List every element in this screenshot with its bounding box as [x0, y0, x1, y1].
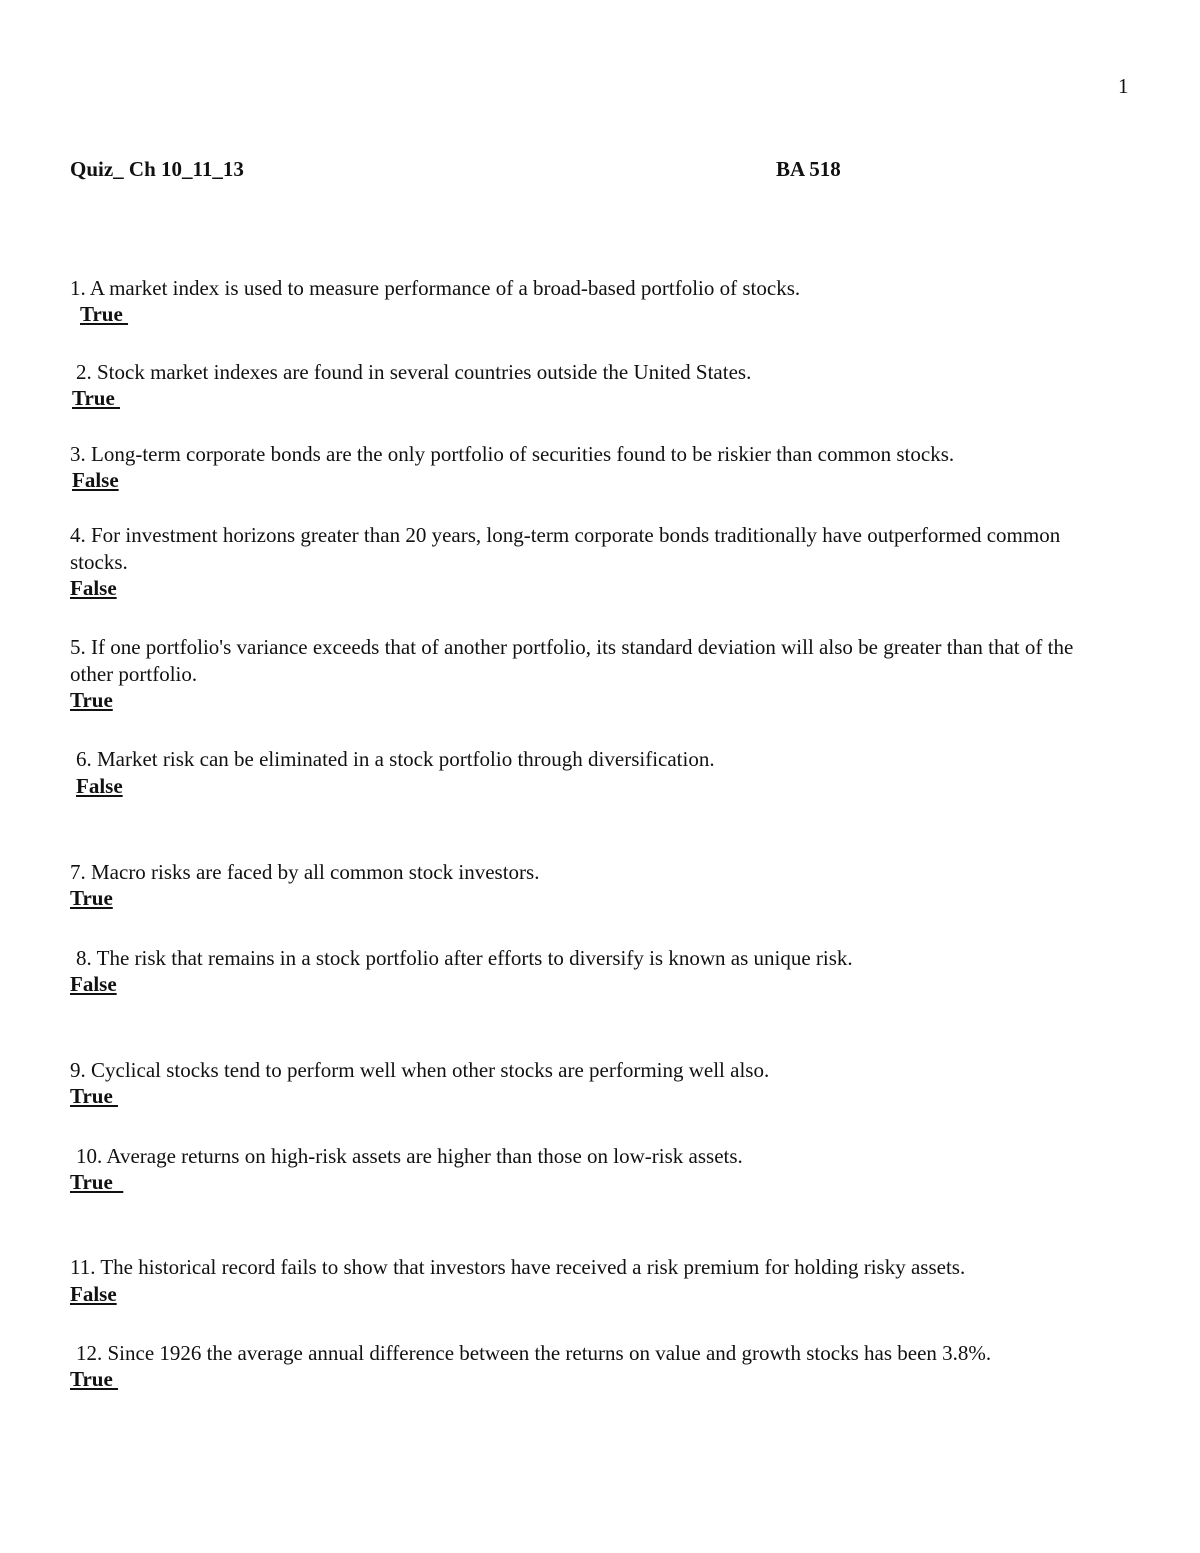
question-4: 4. For investment horizons greater than 20 years, long-term corporate bonds traditionally have outperformed common stocks. — [70, 523, 1061, 574]
answer-3: False — [72, 468, 119, 492]
question-11: 11. The historical record fails to show that investors have received a risk premium for holding risky assets. — [70, 1255, 966, 1279]
answer-1: True — [80, 302, 129, 326]
quiz-title: Quiz_ Ch 10_11_13 — [70, 157, 244, 181]
answer-11: False — [70, 1282, 117, 1306]
question-5: 5. If one portfolio's variance exceeds that of another portfolio, its standard deviation will also be greater than that of the other portfolio. — [70, 635, 1074, 686]
question-8: 8. The risk that remains in a stock portfolio after efforts to diversify is known as unique risk. — [76, 946, 853, 970]
answer-5: True — [70, 688, 113, 712]
answer-12: True — [70, 1367, 119, 1391]
question-6: 6. Market risk can be eliminated in a stock portfolio through diversification. — [76, 747, 715, 771]
answer-4: False — [70, 576, 117, 600]
answer-6: False — [76, 774, 123, 798]
page-number: 1 — [1118, 74, 1129, 98]
question-12: 12. Since 1926 the average annual difference between the returns on value and growth stocks has been 3.8%. — [76, 1341, 992, 1365]
answer-7: True — [70, 886, 113, 910]
answer-8: False — [70, 972, 117, 996]
answer-2: True — [72, 386, 121, 410]
question-3: 3. Long-term corporate bonds are the only portfolio of securities found to be riskier than common stocks. — [70, 442, 955, 466]
answer-10: True — [70, 1170, 124, 1194]
question-1: 1. A market index is used to measure performance of a broad-based portfolio of stocks. — [70, 276, 801, 300]
question-7: 7. Macro risks are faced by all common stock investors. — [70, 860, 540, 884]
question-10: 10. Average returns on high-risk assets are higher than those on low-risk assets. — [76, 1144, 743, 1168]
question-9: 9. Cyclical stocks tend to perform well when other stocks are performing well also. — [70, 1058, 770, 1082]
answer-9: True — [70, 1084, 119, 1108]
question-2: 2. Stock market indexes are found in several countries outside the United States. — [76, 360, 752, 384]
course-code: BA 518 — [776, 157, 841, 181]
